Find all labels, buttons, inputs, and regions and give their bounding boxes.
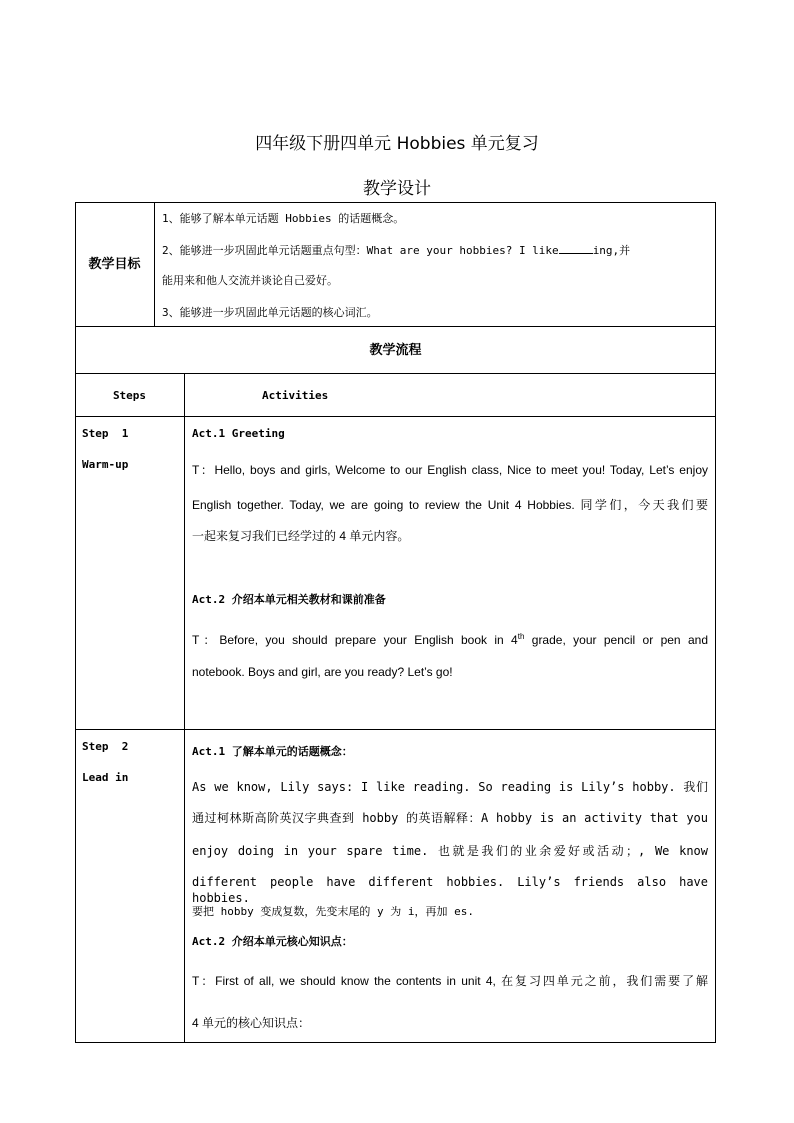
step2-act1-line5: 要把 hobby 变成复数，先变末尾的 y 为 i，再加 es. [192, 905, 474, 918]
process-header: 教学流程 [369, 343, 422, 358]
step2-sub: Lead in [82, 771, 129, 784]
row-divider [75, 729, 716, 730]
step1-act1-line1: T：Hello, boys and girls, Welcome to our English class, Nice to meet you! Today, Let’s enjoy [192, 463, 708, 477]
step2-act1-line4: different people have different hobbies. Lily’s friends also have hobbies. [192, 875, 708, 905]
step2-act1-line2: 通过柯林斯高阶英汉字典查到 hobby 的英语解释：A hobby is an activity that you [192, 811, 708, 825]
document-subtitle: 教学设计 [363, 179, 431, 199]
goal-item-2-suffix: ing,并 [592, 244, 631, 257]
step2-act1-line1: As we know, Lily says: I like reading. So reading is Lily’s hobby. 我们 [192, 780, 708, 794]
step2-act1-line3: enjoy doing in your spare time. 也就是我们的业余爱好或活动；, We know [192, 844, 708, 858]
goals-label: 教学目标 [88, 257, 141, 272]
goal-item-2 [162, 243, 630, 259]
step1-act2-title: Act.2 介绍本单元相关教材和课前准备 [192, 593, 386, 606]
row-divider [75, 416, 716, 417]
step1-act2-line1-pre: T：Before, you should prepare your English book in 4 [192, 633, 518, 647]
step2-act2-line2: 4 单元的核心知识点： [192, 1016, 311, 1030]
goal-item-2-text: 2、能够进一步巩固此单元话题重点句型：What are your hobbies? I like [162, 244, 559, 257]
row-divider [75, 373, 716, 374]
ordinal-suffix: th [517, 632, 525, 641]
goal-item-3: 3、能够进一步巩固此单元话题的核心词汇。 [162, 306, 378, 319]
step1-label: Step 1 [82, 427, 129, 440]
row-divider [75, 326, 716, 327]
step1-act2-line1-post: grade, your pencil or pen and [524, 633, 708, 647]
goal-item-1: 1、能够了解本单元话题 Hobbies 的话题概念。 [162, 212, 405, 225]
document-title: 四年级下册四单元 Hobbies 单元复习 [255, 134, 539, 154]
activities-column-header: Activities [262, 389, 329, 402]
step2-act2-line1: T：First of all, we should know the contents in unit 4, 在复习四单元之前，我们需要了解 [192, 974, 708, 988]
steps-column-header: Steps [112, 389, 147, 402]
step1-act1-line2: English together. Today, we are going to review the Unit 4 Hobbies. 同学们，今天我们要 [192, 498, 708, 512]
step2-act1-title: Act.1 了解本单元的话题概念： [192, 745, 353, 758]
step1-act2-line2: notebook. Boys and girl, are you ready? Let’s go! [192, 665, 453, 679]
step1-act1-title: Act.1 Greeting [192, 427, 285, 440]
step2-act2-title: Act.2 介绍本单元核心知识点： [192, 935, 353, 948]
goals-divider [154, 202, 155, 327]
blank-underline [559, 243, 593, 254]
step1-sub: Warm-up [82, 458, 129, 471]
step1-act1-line3: 一起来复习我们已经学过的 4 单元内容。 [192, 529, 410, 543]
step2-label: Step 2 [82, 740, 129, 753]
step1-act2-line1 [192, 629, 708, 648]
steps-column-divider [184, 373, 185, 1043]
goal-item-2-cont: 能用来和他人交流并谈论自己爱好。 [162, 274, 338, 287]
